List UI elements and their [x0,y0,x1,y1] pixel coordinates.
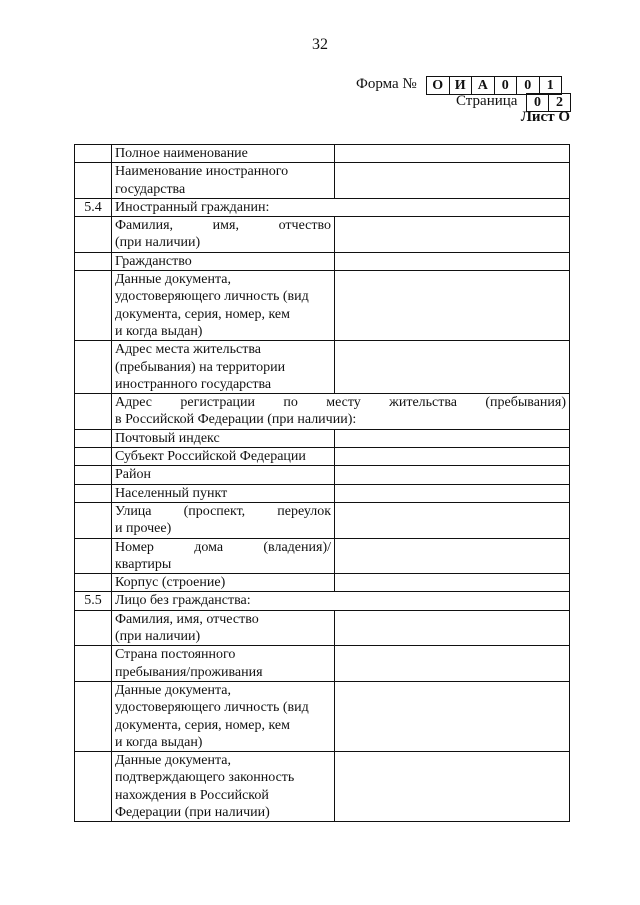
table-row [75,646,570,682]
field-label: Данные документа, удостоверяющего личность (вид документа, серия, номер, кем и когда выдан) [112,681,335,751]
page-code-cell: 2 [549,94,571,112]
table-row [75,217,570,253]
form-code-cell: 0 [517,77,540,95]
field-label: Субъект Российской Федерации [112,448,335,466]
table-row [75,502,570,538]
field-label: Страна постоянного пребывания/проживания [112,646,335,682]
table-row [75,271,570,341]
section-title: Лицо без гражданства: [112,592,570,610]
field-label: Адрес регистрации по месту жительства (пребывания) в Российской Федерации (при наличии): [112,394,570,430]
table-row [75,681,570,751]
form-code-cell: О [427,77,450,95]
field-value[interactable] [335,145,570,163]
field-value[interactable] [335,429,570,447]
field-value[interactable] [335,217,570,253]
sheet-label: Лист О [520,109,570,125]
field-label: Почтовый индекс [112,429,335,447]
field-label: Полное наименование [112,145,335,163]
field-label: Район [112,466,335,484]
table-row [75,574,570,592]
table-row [75,163,570,199]
field-label: Наименование иностранного государства [112,163,335,199]
table-row [75,466,570,484]
field-label: Данные документа, подтверждающего законность нахождения в Российской Федерации (при наличии) [112,752,335,822]
field-value[interactable] [335,752,570,822]
table-row [75,610,570,646]
form-code-cell: А [472,77,495,95]
form-code-cell: И [450,77,473,95]
page-number: 32 [312,36,328,53]
field-value[interactable] [335,502,570,538]
table-row [75,448,570,466]
field-value[interactable] [335,646,570,682]
section-row [75,592,570,610]
field-value[interactable] [335,341,570,394]
form-code-cell: 0 [495,77,518,95]
table-row [75,538,570,574]
field-label: Номер дома (владения)/ квартиры [112,538,335,574]
field-value[interactable] [335,163,570,199]
table-row [75,252,570,270]
field-label: Фамилия, имя, отчество (при наличии) [112,610,335,646]
page-code-cell: 0 [527,94,549,112]
table-row [75,394,570,430]
field-value[interactable] [335,448,570,466]
section-number: 5.5 [75,592,112,610]
section-row [75,198,570,216]
field-value[interactable] [335,610,570,646]
form-number-label: Форма № [356,76,417,92]
field-label: Адрес места жительства (пребывания) на территории иностранного государства [112,341,335,394]
table-row [75,429,570,447]
field-value[interactable] [335,681,570,751]
field-label: Корпус (строение) [112,574,335,592]
table-row [75,484,570,502]
field-value[interactable] [335,538,570,574]
section-title: Иностранный гражданин: [112,198,570,216]
table-row [75,145,570,163]
field-label: Фамилия, имя, отчество (при наличии) [112,217,335,253]
field-label: Гражданство [112,252,335,270]
section-number: 5.4 [75,198,112,216]
field-value[interactable] [335,252,570,270]
field-value[interactable] [335,484,570,502]
field-label: Населенный пункт [112,484,335,502]
table-row [75,341,570,394]
field-value[interactable] [335,466,570,484]
field-value[interactable] [335,574,570,592]
field-label: Улица (проспект, переулок и прочее) [112,502,335,538]
form-code-cell: 1 [540,77,563,95]
field-label: Данные документа, удостоверяющего личность (вид документа, серия, номер, кем и когда выдан) [112,271,335,341]
form-table [74,144,570,822]
field-value[interactable] [335,271,570,341]
table-row [75,752,570,822]
page-code-label: Страница [456,93,518,109]
